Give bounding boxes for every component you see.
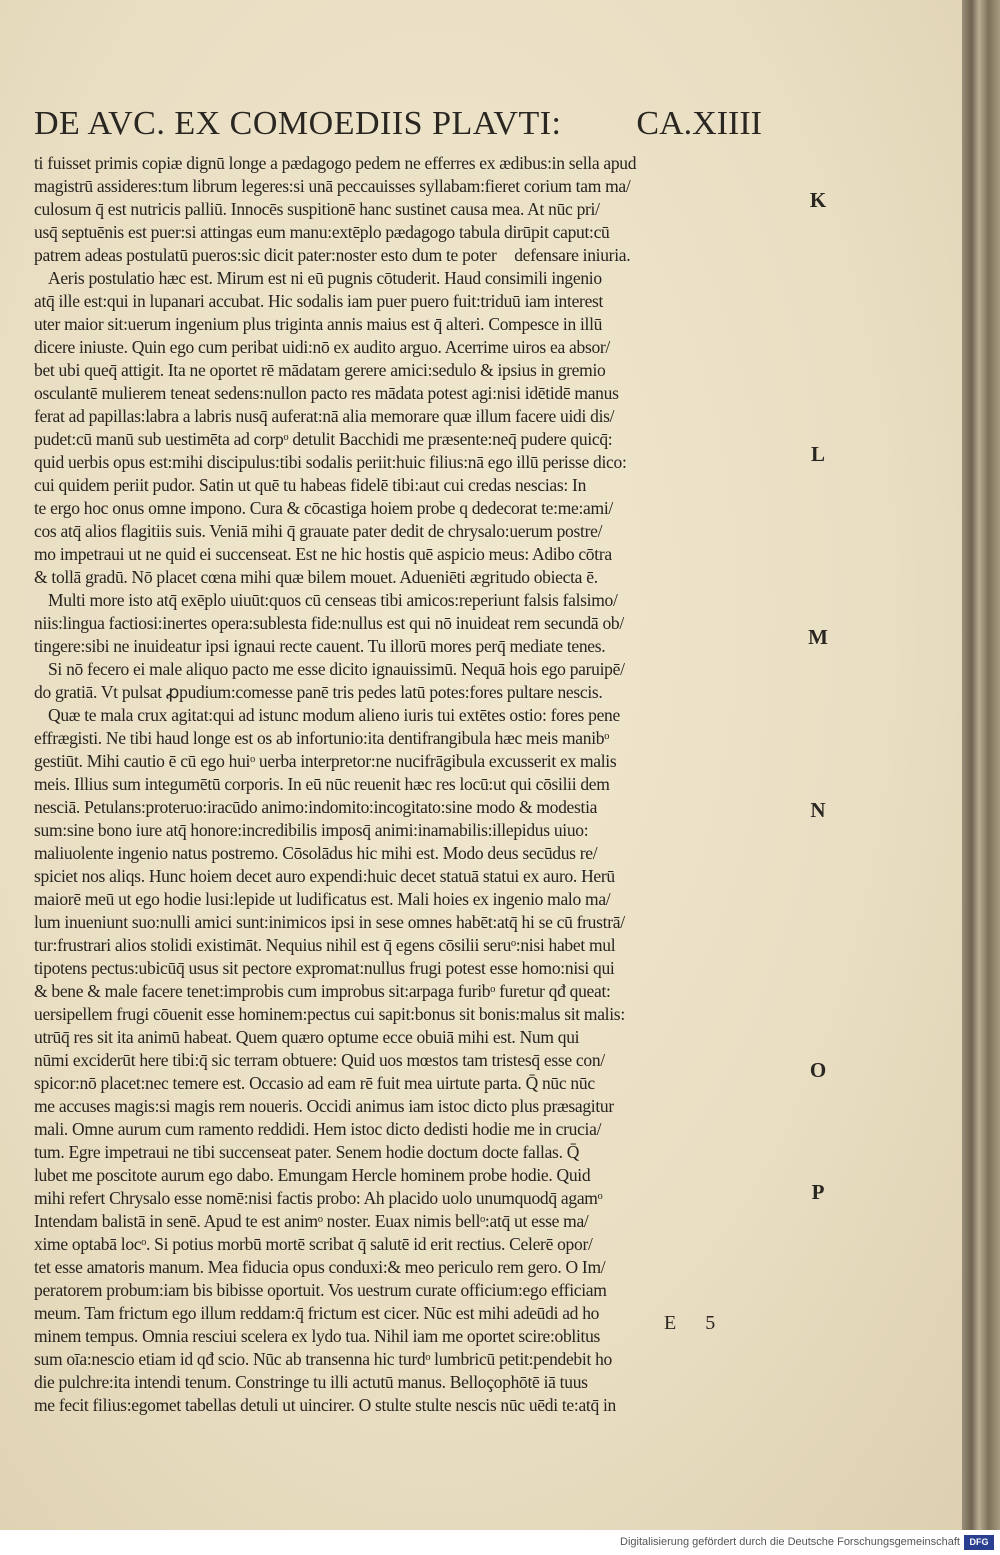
margin-letter: N bbox=[810, 798, 826, 822]
text-line: uersipellem frugi cōuenit esse hominem:pectus cui sapit:bonus sit bonis:malus sit malis: bbox=[34, 1004, 625, 1024]
text-line: nesciā. Petulans:proteruo:iracūdo animo:indomito:incogitato:sine modo & modestia bbox=[34, 797, 598, 817]
chapter-number: CA.XIIII bbox=[636, 105, 762, 142]
text-line: maiorē meū ut ego hodie lusi:lepide ut ludificatus est. Mali hoies ex ingenio malo ma/ bbox=[34, 889, 611, 909]
text-line: pudet:cū manū sub uestimēta ad corpᵒ detulit Bacchidi me præsente:neq̄ pudere quicq̄: bbox=[34, 429, 613, 449]
text-line: tingere:sibi ne inuideatur ipsi ignaui recte cauent. Tu illorū mores perq̄ mediate tenes. bbox=[34, 636, 606, 656]
text-line: quid uerbis opus est:mihi discipulus:tibi sodalis periit:huic filius:nā ego illū perisse dico: bbox=[34, 452, 627, 472]
footer-bar bbox=[0, 1530, 1000, 1555]
body-text bbox=[34, 152, 764, 1417]
dfg-logo-icon: DFG bbox=[964, 1535, 994, 1550]
signature-mark: E 5 bbox=[664, 1312, 728, 1334]
text-line: culosum q̄ est nutricis palliū. Innocēs suspitionē hanc sustinet causa mea. At nūc pri/ bbox=[34, 199, 600, 219]
text-line: nūmi exciderūt here tibi:q̄ sic terram obtuere: Quid uos mœstos tam tristesq̄ esse con/ bbox=[34, 1050, 605, 1070]
text-line: me fecit filius:egomet tabellas detuli ut uincirer. O stulte stulte nescis nūc uēdi te:atq̄ in bbox=[34, 1395, 617, 1415]
text-line: usq̄ septuēnis est puer:si attingas eum manu:extēplo pædagogo tabula dirūpit caput:cū bbox=[34, 222, 610, 242]
margin-letter: L bbox=[810, 442, 825, 466]
text-line: lubet me poscitote aurum ego dabo. Emungam Hercle hominem probe hodie. Quid bbox=[34, 1165, 591, 1185]
text-line: Aeris postulatio hæc est. Mirum est ni eū pugnis cōtuderit. Haud consimili ingenio bbox=[48, 268, 602, 288]
text-line: effrægisti. Ne tibi haud longe est os ab infortunio:ita dentifrangibula hæc meis manibᵒ bbox=[34, 728, 609, 748]
text-line: mo impetraui ut ne quid ei succenseat. Est ne hic hostis quē aspicio meus: Adibo cōtra bbox=[34, 544, 612, 564]
page-header bbox=[34, 105, 762, 149]
text-line: meum. Tam frictum ego illum reddam:q̄ frictum est cicer. Nūc est mihi adeūdi ad ho bbox=[34, 1303, 600, 1323]
text-line: bet ubi queq̄ attigit. Ita ne oportet rē mādatam gerere amici:sedulo & ipsius in gremio bbox=[34, 360, 606, 380]
text-line: lum inueniunt suo:nulli amici sunt:inimicos ipsi in sese omnes habēt:atq̄ hi se cū frustrā/ bbox=[34, 912, 625, 932]
text-line: Intendam balistā in senē. Apud te est animᵒ noster. Euax nimis bellᵒ:atq̄ ut esse ma/ bbox=[34, 1211, 589, 1231]
text-line: niis:lingua factiosi:inertes opera:sublesta fide:nullus est qui nō inuideat rem secundā ob/ bbox=[34, 613, 624, 633]
text-line: mihi refert Chrysalo esse nomē:nisi factis probo: Ah placido uolo unumquodq̄ agamᵒ bbox=[34, 1188, 603, 1208]
text-line: & bene & male facere tenet:improbis cum improbus sit:arpaga furibᵒ furetur qđ queat: bbox=[34, 981, 611, 1001]
text-line: osculantē mulierem teneat sedens:nullon pacto res mādata potest agi:nisi idētidē manus bbox=[34, 383, 619, 403]
text-line: tum. Egre impetraui ne tibi succenseat pater. Senem hodie doctum docte fallas. Q̄ bbox=[34, 1142, 580, 1162]
text-line: die pulchre:ita intendi tenum. Constringe tu illi actutū manus. Belloçophōtē iā tuus bbox=[34, 1372, 588, 1392]
text-line: meis. Illius sum integumētū corporis. In eū nūc reuenit hæc res locū:ut qui cōsilii dem bbox=[34, 774, 610, 794]
text-line: utrūq̄ res sit ita animū habeat. Quem quæro optume ecce obuiā mihi est. Num qui bbox=[34, 1027, 580, 1047]
text-line: ferat ad papillas:labra a labris nusq̄ auferat:nā alia memorare quæ illum facere uidi dis/ bbox=[34, 406, 615, 426]
text-line: maliuolente ingenio natus postremo. Cōsolādus hic mihi est. Modo deus secūdus re/ bbox=[34, 843, 598, 863]
margin-letter: P bbox=[811, 1180, 825, 1204]
text-line: tur:frustrari alios stolidi existimāt. Nequius nihil est q̄ egens cōsilii seruᵒ:nisi habet mul bbox=[34, 935, 616, 955]
text-line: spiciet nos aliqs. Hunc hoiem decet auro expendi:huic decet statuā statui ex auro. Herū bbox=[34, 866, 615, 886]
running-title: DE AVC. EX COMOEDIIS PLAVTI: bbox=[34, 105, 562, 142]
text-line: sum oīa:nescio etiam id qđ scio. Nūc ab transenna hic turdᵒ lumbricū petit:pendebit ho bbox=[34, 1349, 612, 1369]
text-line: Si nō fecero ei male aliquo pacto me esse dicito ignauissimū. Nequā hois ego paruipē/ bbox=[48, 659, 625, 679]
text-line: minem tempus. Omnia resciui scelera ex lydo tua. Nihil iam me oportet scire:oblitus bbox=[34, 1326, 601, 1346]
text-line: xime optabā locᵒ. Si potius morbū mortē scribat q̄ salutē id erit rectius. Celerē opor/ bbox=[34, 1234, 593, 1254]
text-line: Quæ te mala crux agitat:qui ad istunc modum alieno iuris tui extētes ostio: fores pene bbox=[48, 705, 620, 725]
text-line: mali. Omne aurum cum ramento reddidi. Hem istoc dicto dedisti hodie me in crucia/ bbox=[34, 1119, 602, 1139]
text-line: Multi more isto atq̄ exēplo uiuūt:quos cū censeas tibi amicos:reperiunt falsis falsimo/ bbox=[48, 590, 618, 610]
text-line: do gratiā. Vt pulsat ꝓpudium:comesse panē tris pedes latū potes:fores pultare nescis. bbox=[34, 682, 603, 702]
text-line: peratorem probum:iam bis bibisse oportuit. Vos uestrum curate officium:ego efficiam bbox=[34, 1280, 607, 1300]
margin-letter: O bbox=[809, 1058, 827, 1082]
text-line: me accuses magis:si magis rem noueris. Occidi animus iam istoc dicto plus præsagitur bbox=[34, 1096, 614, 1116]
margin-letters bbox=[800, 0, 860, 1530]
margin-letter: M bbox=[808, 625, 828, 649]
text-line: tipotens pectus:ubicūq̄ usus sit pectore expromat:nullus frugi potest esse homo:nisi qui bbox=[34, 958, 615, 978]
text-line: atq̄ ille est:qui in lupanari accubat. Hic sodalis iam puer puero fuit:triduū iam interest bbox=[34, 291, 604, 311]
text-line: spicor:nō placet:nec temere est. Occasio ad eam rē fuit mea uirtute parta. Q̄ nūc nūc bbox=[34, 1073, 595, 1093]
margin-letter: K bbox=[809, 188, 827, 212]
text-line: sum:sine bono iure atq̄ honore:incredibilis imposq̄ animi:inamabilis:illepidus uiuo: bbox=[34, 820, 589, 840]
text-line: cui quidem periit pudor. Satin ut quē tu habeas fidelē tibi:aut cui credas nescias: In bbox=[34, 475, 587, 495]
digitization-credit: Digitalisierung gefördert durch die Deutsche Forschungsgemeinschaft bbox=[620, 1536, 960, 1548]
page-edge bbox=[962, 0, 1000, 1530]
text-line: ti fuisset primis copiæ dignū longe a pædagogo pedem ne efferres ex ædibus:in sella apud bbox=[34, 153, 637, 173]
text-line: & tollā gradū. Nō placet cœna mihi quæ bilem mouet. Adueniēti ægritudo obiecta ē. bbox=[34, 567, 598, 587]
text-line: gestiūt. Mihi cautio ē cū ego huiᵒ uerba interpretor:ne nucifrāgibula excusserit ex malis bbox=[34, 751, 617, 771]
text-line: te ergo hoc onus omne impono. Cura & cōcastiga hoiem probe q dedecorat te:me:ami/ bbox=[34, 498, 613, 518]
text-line: uter maior sit:uerum ingenium plus triginta annis maius est q̄ alteri. Compesce in illū bbox=[34, 314, 603, 334]
text-line: cos atq̄ alios flagitiis suis. Veniā mihi q̄ grauate pater dedit de chrysalo:uerum postre/ bbox=[34, 521, 603, 541]
text-line: magistrū assideres:tum librum legeres:si unā peccauisses syllabam:fieret corium tam ma/ bbox=[34, 176, 631, 196]
text-line: dicere iniuste. Quin ego cum peribat uidi:nō ex audito arguo. Acerrime uiros ea absor/ bbox=[34, 337, 610, 357]
text-line: tet esse amatoris manum. Mea fiducia opus conduxi:& meo periculo rem gero. O Im/ bbox=[34, 1257, 606, 1277]
text-line: patrem adeas postulatū pueros:sic dicit pater:noster esto dum te poterᷓ defensare iniuria. bbox=[34, 245, 631, 265]
